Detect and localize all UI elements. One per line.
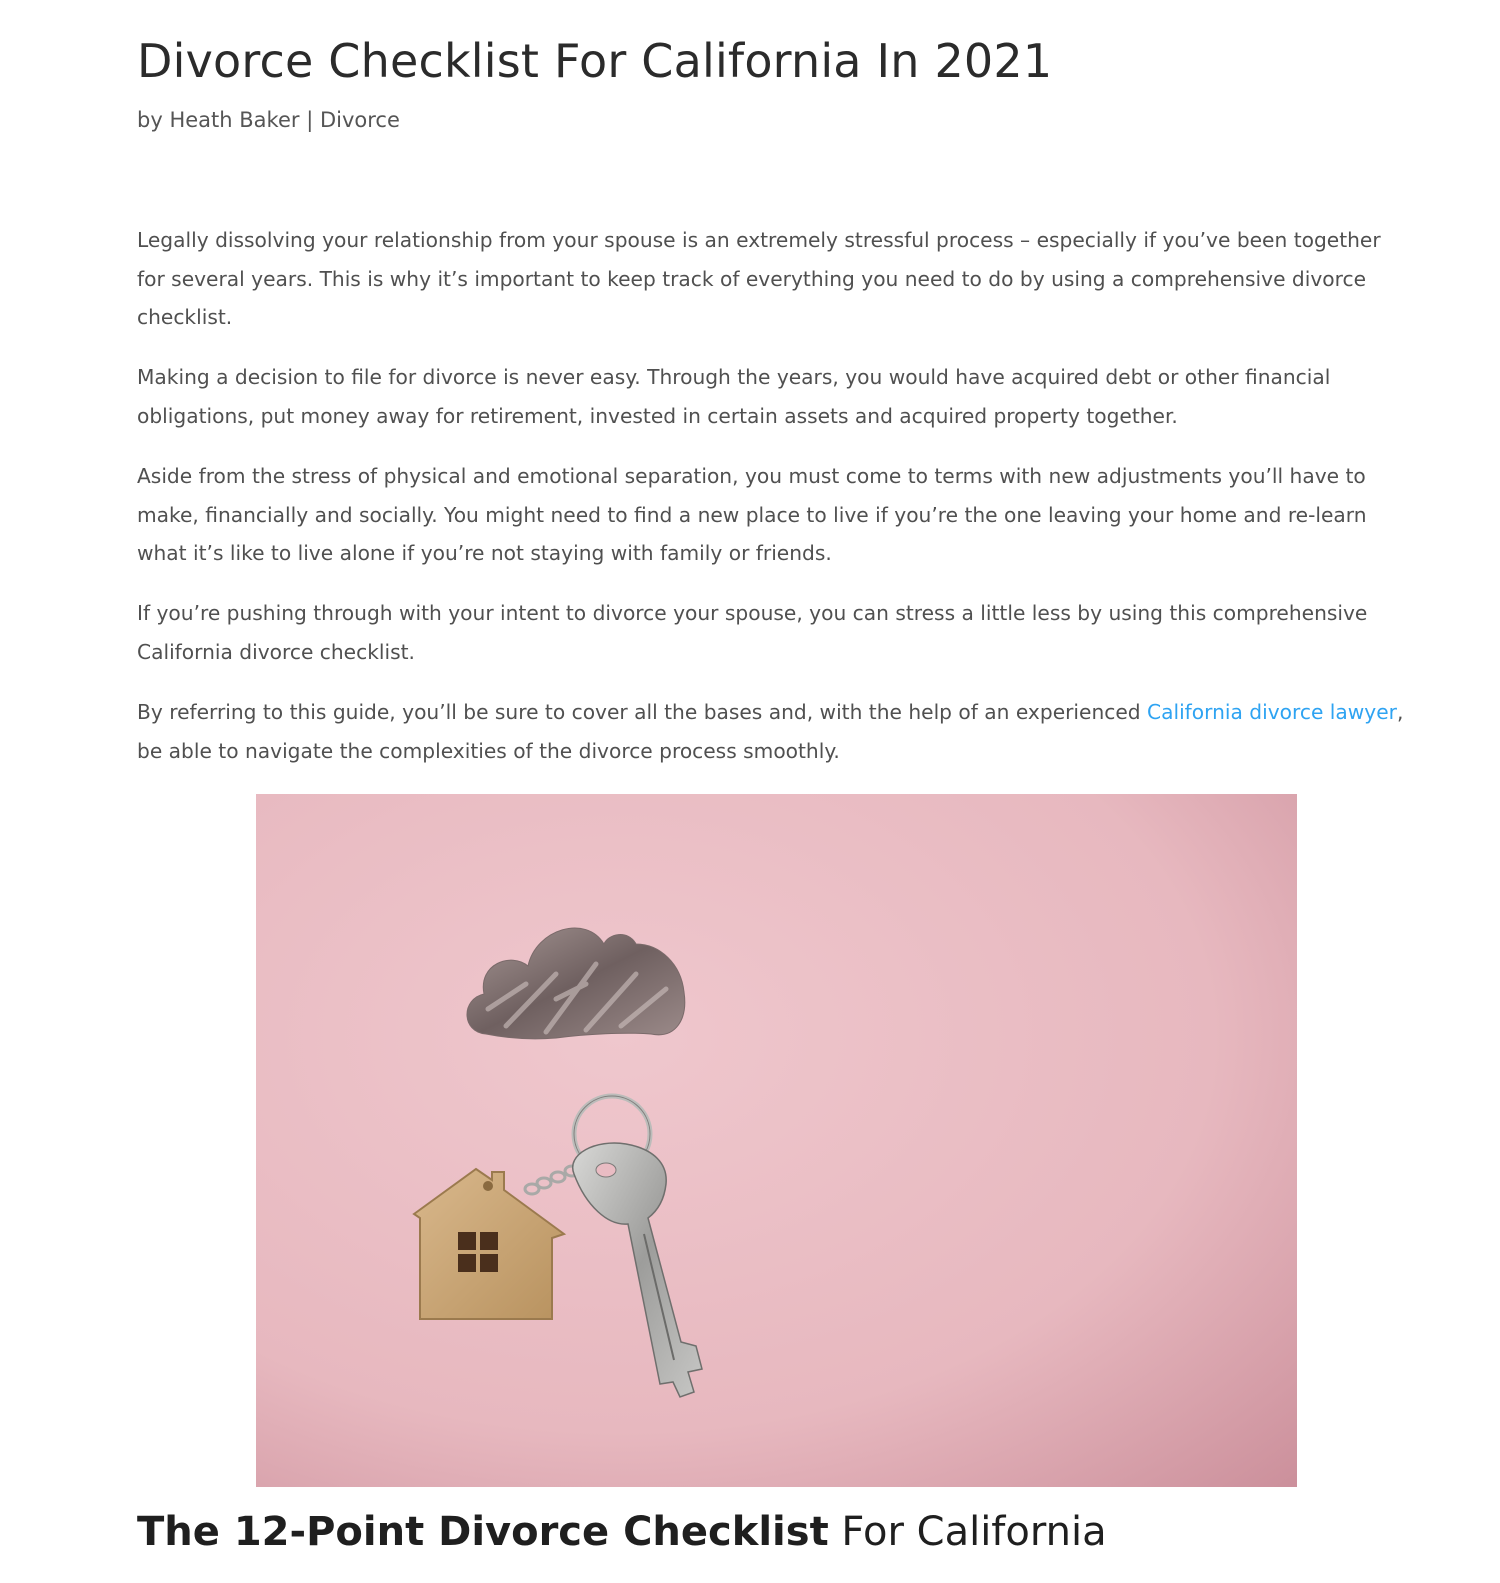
meta-separator: | (306, 108, 314, 132)
section-heading-bold: The 12-Point Divorce Checklist (137, 1509, 829, 1555)
section-heading-regular: For California (841, 1509, 1107, 1555)
author-link[interactable]: Heath Baker (169, 108, 300, 132)
article-body (137, 221, 1412, 792)
paragraph-text: By referring to this guide, you’ll be sure to cover all the bases and, with the help of an experienced (137, 699, 1147, 724)
post-title: Divorce Checklist For California In 2021 (137, 34, 1053, 88)
paragraph: Legally dissolving your relationship from your spouse is an extremely stressful process – especially if you’ve been together for several years. This is why it’s important to keep track of everything you need to do by using a comprehensive divorce checklist. (137, 228, 1381, 330)
hero-illustration (256, 794, 1297, 1487)
meta-by-label: by (137, 108, 163, 132)
section-heading (137, 1503, 1107, 1561)
paragraph: If you’re pushing through with your intent to divorce your spouse, you can stress a little less by using this comprehensive California divorce checklist. (137, 601, 1368, 664)
pink-background (256, 794, 1297, 1487)
paragraph: Making a decision to file for divorce is never easy. Through the years, you would have acquired debt or other financial obligations, put money away for retirement, invested in certain assets and acquired property together. (137, 365, 1331, 428)
paragraph-text: , be able to navigate the complexities of the divorce process smoothly. (137, 699, 1404, 763)
paragraph (137, 693, 1412, 770)
california-divorce-lawyer-link[interactable]: California divorce lawyer (1147, 699, 1397, 724)
category-link[interactable]: Divorce (319, 108, 400, 132)
post-meta (137, 104, 400, 136)
hero-image (256, 794, 1297, 1487)
paragraph: Aside from the stress of physical and emotional separation, you must come to terms with new adjustments you’ll have to make, financially and socially. You might need to find a new place to live if you’re the one leaving your home and re-learn what it’s like to live alone if you’re not staying with family or friends. (137, 463, 1367, 566)
